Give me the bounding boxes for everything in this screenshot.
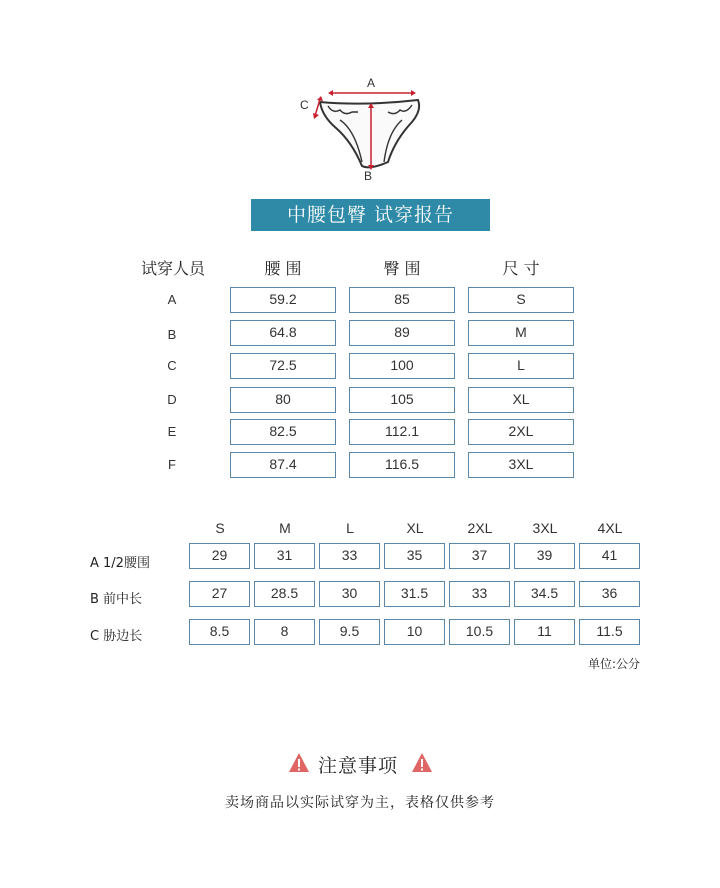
measure-cell: 10.5 (449, 619, 510, 645)
size-header: 2XL (467, 520, 493, 536)
notice-title: 注意事项 (318, 755, 399, 777)
header-waist: 腰 围 (264, 259, 302, 278)
measure-cell: 37 (449, 543, 510, 569)
unit-label: 单位:公分 (587, 657, 640, 671)
size-cell: 2XL (468, 419, 574, 445)
measure-cell: 11.5 (579, 619, 640, 645)
waist-cell: 59.2 (230, 287, 336, 313)
briefs-outline-icon (300, 70, 430, 185)
person-label: F (168, 457, 176, 472)
measure-cell: 36 (579, 581, 640, 607)
measure-cell: 33 (449, 581, 510, 607)
size-header: L (346, 520, 354, 536)
waist-cell: 64.8 (230, 320, 336, 346)
size-cell: XL (468, 387, 574, 413)
garment-diagram (300, 70, 430, 185)
header-hip: 臀 围 (383, 259, 421, 278)
hip-cell: 112.1 (349, 419, 455, 445)
size-cell: S (468, 287, 574, 313)
measure-cell: 31.5 (384, 581, 445, 607)
measure-cell: 11 (514, 619, 575, 645)
person-label: A (167, 292, 177, 307)
hip-cell: 105 (349, 387, 455, 413)
size-cell: 3XL (468, 452, 574, 478)
measure-cell: 33 (319, 543, 380, 569)
measure-cell: 29 (189, 543, 250, 569)
diagram-label-c: C (300, 98, 309, 112)
warning-icon (411, 752, 433, 774)
size-header: S (215, 520, 225, 536)
measure-cell: 35 (384, 543, 445, 569)
waist-cell: 80 (230, 387, 336, 413)
header-size: 尺 寸 (502, 259, 540, 278)
diagram-label-a: A (367, 76, 376, 90)
measure-cell: 41 (579, 543, 640, 569)
person-label: C (167, 358, 177, 373)
hip-cell: 85 (349, 287, 455, 313)
size-header: XL (406, 520, 424, 536)
measure-label: B 前中长 (90, 592, 143, 607)
size-cell: L (468, 353, 574, 379)
person-label: E (167, 424, 177, 439)
report-title: 中腰包臀 试穿报告 (251, 199, 490, 231)
waist-cell: 82.5 (230, 419, 336, 445)
measure-cell: 27 (189, 581, 250, 607)
person-label: B (167, 327, 177, 342)
measure-cell: 30 (319, 581, 380, 607)
measure-cell: 10 (384, 619, 445, 645)
header-person: 试穿人员 (140, 259, 205, 278)
measure-cell: 9.5 (319, 619, 380, 645)
measure-cell: 8 (254, 619, 315, 645)
diagram-label-b: B (364, 169, 373, 183)
waist-cell: 87.4 (230, 452, 336, 478)
hip-cell: 116.5 (349, 452, 455, 478)
measure-cell: 8.5 (189, 619, 250, 645)
hip-cell: 100 (349, 353, 455, 379)
size-header: 3XL (532, 520, 558, 536)
hip-cell: 89 (349, 320, 455, 346)
measure-cell: 28.5 (254, 581, 315, 607)
measure-cell: 39 (514, 543, 575, 569)
measure-label: C 胁边长 (90, 629, 143, 644)
size-header: M (279, 520, 291, 536)
size-cell: M (468, 320, 574, 346)
measure-label: A 1/2腰围 (90, 556, 150, 571)
warning-icon (288, 752, 310, 774)
measure-cell: 31 (254, 543, 315, 569)
waist-cell: 72.5 (230, 353, 336, 379)
size-header: 4XL (597, 520, 623, 536)
person-label: D (167, 392, 177, 407)
notice-text: 卖场商品以实际试穿为主，表格仅供参考 (225, 795, 495, 811)
measure-cell: 34.5 (514, 581, 575, 607)
